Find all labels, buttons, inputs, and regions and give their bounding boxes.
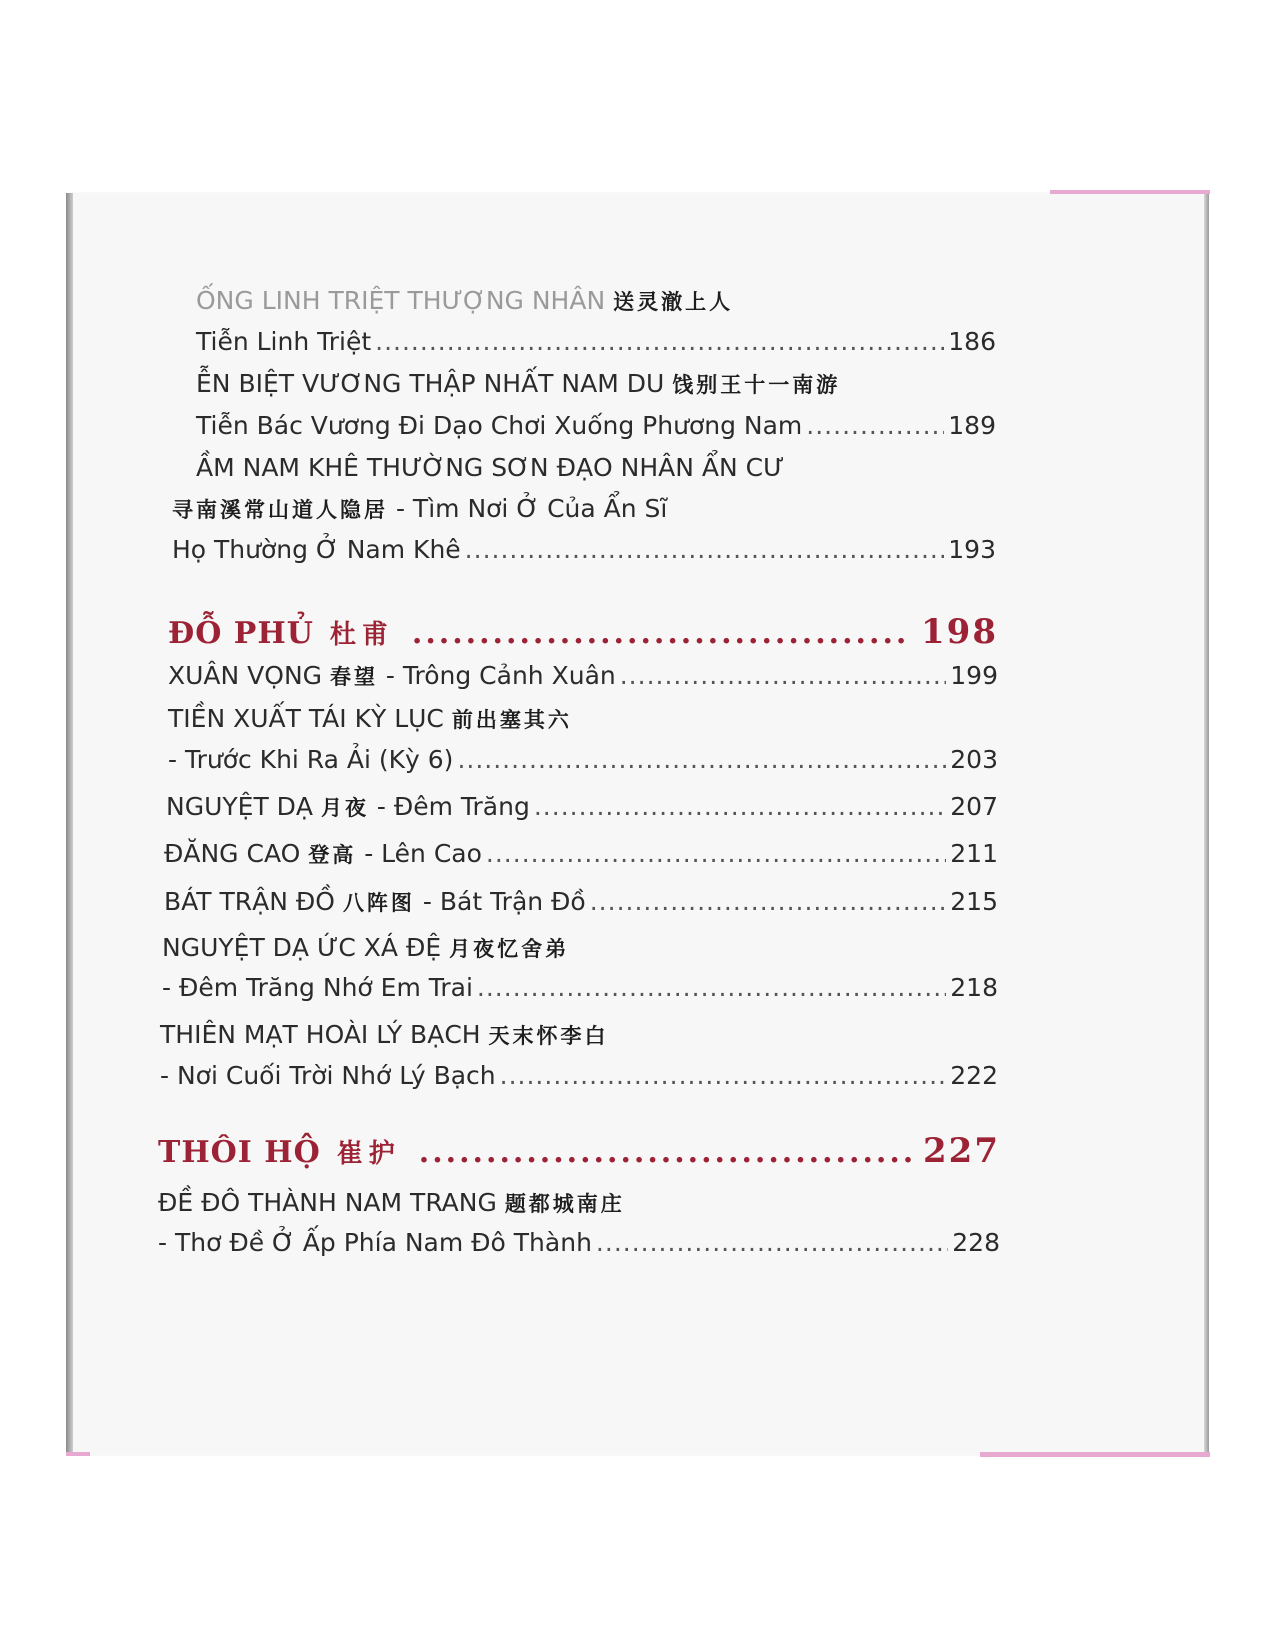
toc-title-vi: ĐỀ ĐÔ THÀNH NAM TRANG: [158, 1188, 497, 1217]
toc-subtitle: - Tìm Nơi Ở Của Ẩn Sĩ: [395, 494, 668, 523]
toc-title-cn: 题都城南庄: [504, 1191, 625, 1216]
toc-title-line: [168, 703, 572, 736]
leader-dots: [806, 410, 944, 442]
toc-title-line: [196, 368, 840, 401]
toc-title-vi: NGUYỆT DẠ ỨC XÁ ĐỆ: [162, 933, 442, 962]
toc-entry-text: Họ Thường Ở Nam Khê: [172, 535, 461, 564]
leader-dots: [419, 1135, 913, 1170]
leader-dots: [375, 326, 944, 358]
toc-title-vi: THIÊN MẠT HOÀI LÝ BẠCH: [160, 1020, 481, 1049]
toc-entry-text: Tiễn Linh Triệt: [196, 327, 372, 356]
toc-title-vi: ẦM NAM KHÊ THƯỜNG SƠN ĐẠO NHÂN ẨN CƯ: [196, 453, 785, 482]
toc-title-line: [162, 932, 569, 965]
toc-entry-text: - Đêm Trăng Nhớ Em Trai: [162, 973, 473, 1002]
leader-dots: [620, 660, 947, 692]
page-number: 222: [950, 1061, 998, 1090]
section-heading[interactable]: [158, 1131, 1000, 1171]
section-name-cn: 杜甫: [329, 620, 394, 650]
toc-title-line: [158, 1187, 625, 1220]
toc-entry-text: BÁT TRẬN ĐỒ 八阵图 - Bát Trận Đồ: [164, 887, 586, 916]
page-number: 203: [950, 745, 998, 774]
toc-title-line: [196, 452, 785, 484]
toc-entry[interactable]: [196, 326, 996, 358]
toc-entry-text: ĐĂNG CAO 登高 - Lên Cao: [164, 839, 482, 868]
page-number: 199: [950, 661, 998, 690]
leader-dots: [596, 1227, 948, 1259]
toc-entry[interactable]: [162, 972, 998, 1004]
leader-dots: [590, 886, 947, 918]
toc-entry[interactable]: [168, 744, 998, 776]
toc-entry[interactable]: [196, 410, 996, 442]
section-name: THÔI HỘ: [158, 1135, 321, 1170]
toc-title-cn: 前出塞其六: [451, 707, 572, 732]
section-name-cn: 崔护: [336, 1139, 401, 1169]
section-heading[interactable]: [168, 612, 998, 652]
toc-title-line: [172, 493, 667, 526]
toc-entry[interactable]: [164, 838, 998, 871]
leader-dots: [457, 744, 946, 776]
toc-title-vi: ỐNG LINH TRIỆT THƯỢNG NHÂN: [196, 286, 606, 315]
page-number: 189: [948, 411, 996, 440]
section-page-number: 227: [923, 1131, 1000, 1171]
leader-dots: [465, 534, 945, 566]
toc-entry-text: Tiễn Bác Vương Đi Dạo Chơi Xuống Phương Nam: [196, 411, 803, 440]
book-spine-shadow: [66, 193, 73, 1455]
leader-dots: [477, 972, 946, 1004]
toc-entry[interactable]: [158, 1227, 1000, 1259]
toc-title-vi: TIỀN XUẤT TÁI KỲ LỤC: [168, 704, 444, 733]
toc-title-line: [160, 1019, 609, 1052]
toc-entry-text: - Trước Khi Ra Ải (Kỳ 6): [168, 745, 454, 774]
leader-dots: [500, 1060, 947, 1092]
pink-cover-edge-top: [1050, 190, 1210, 194]
toc-title-cn: 饯别王十一南游: [672, 372, 841, 397]
pink-cover-edge-bottom: [980, 1452, 1210, 1457]
toc-title-cn: 送灵澈上人: [613, 289, 734, 314]
toc-entry[interactable]: [168, 660, 998, 693]
toc-entry-text: - Nơi Cuối Trời Nhớ Lý Bạch: [160, 1061, 496, 1090]
toc-title-line: [196, 285, 733, 318]
toc-title-cn: 天末怀李白: [488, 1023, 609, 1048]
toc-entry-text: - Thơ Đề Ở Ấp Phía Nam Đô Thành: [158, 1228, 592, 1257]
toc-entry-text: XUÂN VỌNG 春望 - Trông Cảnh Xuân: [168, 661, 616, 690]
toc-entry[interactable]: [166, 791, 998, 824]
toc-entry[interactable]: [164, 886, 998, 919]
page-number: 211: [950, 839, 998, 868]
section-page-number: 198: [921, 612, 998, 652]
page-number: 215: [950, 887, 998, 916]
page-number: 228: [952, 1228, 1000, 1257]
leader-dots: [412, 616, 911, 651]
pink-cover-edge-corner: [66, 1452, 90, 1456]
toc-entry[interactable]: [160, 1060, 998, 1092]
page-number: 207: [950, 792, 998, 821]
leader-dots: [534, 791, 946, 823]
toc-title-cn: 月夜忆舍弟: [449, 936, 570, 961]
page-number: 186: [948, 327, 996, 356]
book-edge: [1204, 193, 1209, 1455]
toc-title-cn: 寻南溪常山道人隐居: [172, 497, 388, 522]
toc-entry[interactable]: [172, 534, 996, 566]
page-number: 218: [950, 973, 998, 1002]
leader-dots: [486, 838, 946, 870]
toc-entry-text: NGUYỆT DẠ 月夜 - Đêm Trăng: [166, 792, 530, 821]
toc-title-vi: ỄN BIỆT VƯƠNG THẬP NHẤT NAM DU: [196, 369, 665, 398]
page-number: 193: [948, 535, 996, 564]
section-name: ĐỖ PHỦ: [168, 616, 314, 651]
